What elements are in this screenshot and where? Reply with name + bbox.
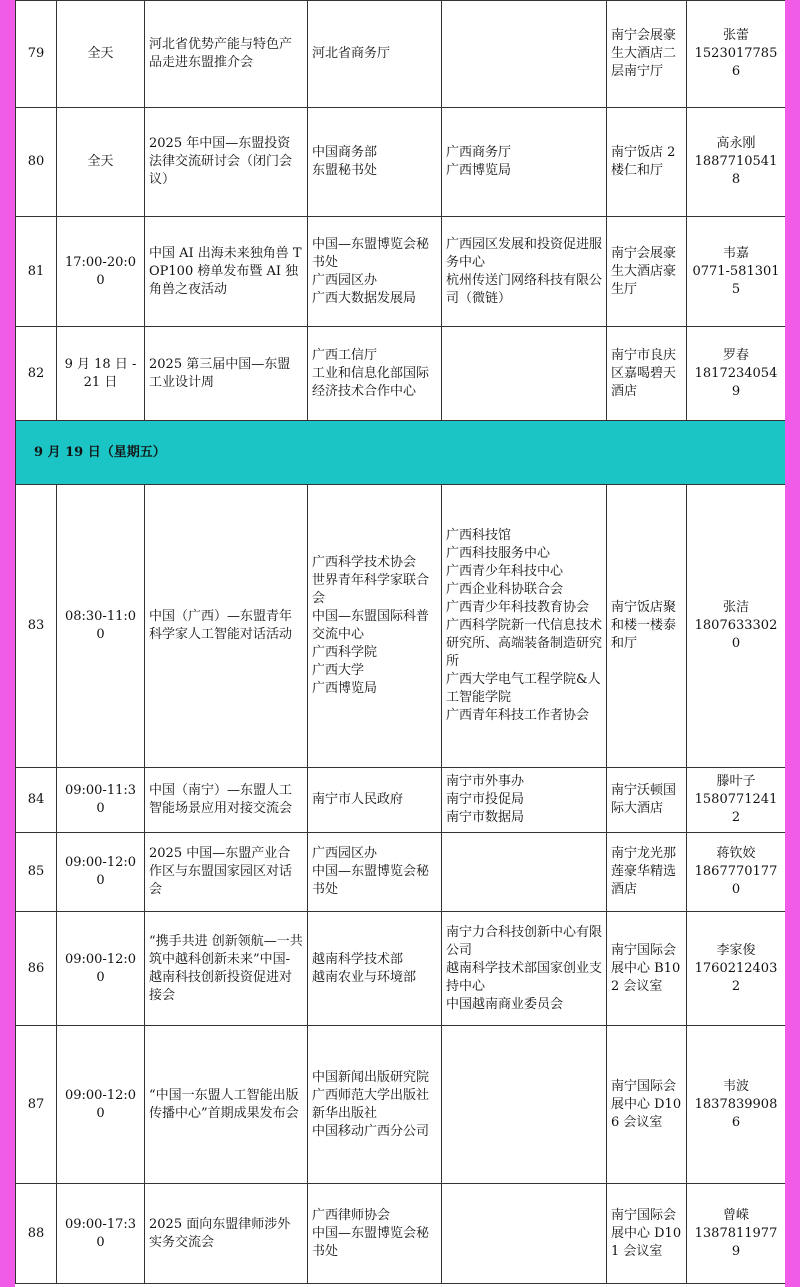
date-header-row xyxy=(16,421,786,485)
event-time: 09:00-12:00 xyxy=(57,833,145,912)
event-name: 中国（南宁）—东盟人工智能场景应用对接交流会 xyxy=(145,768,308,833)
event-name: “中国一东盟人工智能出版传播中心”首期成果发布会 xyxy=(145,1026,308,1184)
event-number: 88 xyxy=(16,1184,57,1284)
contact-name: 蒋钦姣 xyxy=(716,846,756,861)
co-organizers xyxy=(442,485,607,768)
organizers-entry: 广西博览局 xyxy=(312,681,378,696)
organizers-entry: 工业和信息化部国际经济技术合作中心 xyxy=(312,365,430,399)
contact-name: 韦波 xyxy=(722,1078,749,1094)
organizers-entry: 越南农业与环境部 xyxy=(312,969,417,985)
organizers xyxy=(308,833,442,912)
organizers xyxy=(308,485,442,768)
contact-name: 曾嵘 xyxy=(722,1207,749,1223)
event-time: 09:00-17:30 xyxy=(57,1184,145,1284)
organizers-entry: 广西大学 xyxy=(312,663,365,678)
contact-name: 张洁 xyxy=(722,600,749,615)
contact xyxy=(687,1184,786,1284)
contact xyxy=(687,327,786,421)
event-number: 80 xyxy=(16,108,57,217)
table-row xyxy=(16,1,786,108)
organizers-entry: 中国—东盟国际科普交流中心 xyxy=(312,609,430,642)
schedule-rows-sept-18 xyxy=(16,1,786,421)
table-row xyxy=(16,833,786,912)
event-venue: 南宁国际会展中心 D101 会议室 xyxy=(607,1184,687,1284)
contact xyxy=(687,912,786,1026)
event-venue: 南宁饭店 2 楼仁和厅 xyxy=(607,108,687,217)
organizers-entry: 广西律师协会 xyxy=(312,1207,391,1223)
event-time: 09:00-11:30 xyxy=(57,768,145,833)
event-time: 17:00-20:00 xyxy=(57,217,145,327)
co-organizers-entry: 广西科技馆 xyxy=(446,528,512,543)
event-number: 87 xyxy=(16,1026,57,1184)
organizers xyxy=(308,912,442,1026)
organizers xyxy=(308,1184,442,1284)
event-name: 2025 第三届中国—东盟工业设计周 xyxy=(145,327,308,421)
co-organizers xyxy=(442,217,607,327)
event-name: 中国（广西）—东盟青年科学家人工智能对话活动 xyxy=(145,485,308,768)
organizers-entry: 中国—东盟博览会秘书处 xyxy=(312,236,430,270)
table-row xyxy=(16,217,786,327)
contact-name: 高永刚 xyxy=(716,136,756,151)
date-section xyxy=(16,421,786,485)
event-time: 09:00-12:00 xyxy=(57,912,145,1026)
event-number: 81 xyxy=(16,217,57,327)
co-organizers-entry: 南宁市投促局 xyxy=(446,792,525,807)
event-number: 83 xyxy=(16,485,57,768)
co-organizers-entry: 广西青少年科技中心 xyxy=(446,564,564,579)
contact xyxy=(687,485,786,768)
event-number: 79 xyxy=(16,1,57,108)
co-organizers-entry: 广西科学院新一代信息技术研究所、高端装备制造研究所 xyxy=(446,618,603,669)
organizers-entry: 东盟秘书处 xyxy=(312,163,378,178)
contact-name: 罗春 xyxy=(722,347,749,363)
event-time: 全天 xyxy=(57,108,145,217)
event-venue: 南宁国际会展中心 D106 会议室 xyxy=(607,1026,687,1184)
event-time: 09:00-12:00 xyxy=(57,1026,145,1184)
organizers xyxy=(308,108,442,217)
event-venue: 南宁龙光那莲豪华精选酒店 xyxy=(607,833,687,912)
organizers-entry: 中国新闻出版研究院 xyxy=(312,1069,430,1085)
event-time: 08:30-11:00 xyxy=(57,485,145,768)
organizers-entry: 广西工信厅 xyxy=(312,347,378,363)
contact xyxy=(687,1,786,108)
organizers xyxy=(308,217,442,327)
event-time: 全天 xyxy=(57,1,145,108)
event-name: 河北省优势产能与特色产品走进东盟推介会 xyxy=(145,1,308,108)
organizers-entry: 广西科学技术协会 xyxy=(312,555,417,570)
organizers-entry: 南宁市人民政府 xyxy=(312,792,404,807)
contact-name: 张蕾 xyxy=(722,28,749,43)
organizers-entry: 广西园区办 xyxy=(312,272,378,288)
event-venue: 南宁国际会展中心 B102 会议室 xyxy=(607,912,687,1026)
event-venue: 南宁饭店聚和楼一楼泰和厅 xyxy=(607,485,687,768)
organizers-entry: 广西园区办 xyxy=(312,846,378,861)
contact-phone: 15807712412 xyxy=(694,792,778,825)
table-row xyxy=(16,768,786,833)
table-row xyxy=(16,108,786,217)
organizers-entry: 越南科学技术部 xyxy=(312,951,404,967)
contact-phone: 17602124032 xyxy=(694,960,778,994)
contact xyxy=(687,833,786,912)
contact-phone: 18076333020 xyxy=(694,618,778,651)
event-time: 9 月 18 日 -21 日 xyxy=(57,327,145,421)
co-organizers-entry: 南宁市数据局 xyxy=(446,810,525,825)
organizers xyxy=(308,1026,442,1184)
co-organizers xyxy=(442,833,607,912)
organizers-entry: 中国—东盟博览会秘书处 xyxy=(312,864,430,897)
organizers-entry: 中国—东盟博览会秘书处 xyxy=(312,1225,430,1259)
organizers xyxy=(308,768,442,833)
organizers-entry: 中国移动广西分公司 xyxy=(312,1123,430,1139)
contact xyxy=(687,217,786,327)
co-organizers-entry: 南宁市外事办 xyxy=(446,774,525,789)
table-row xyxy=(16,912,786,1026)
co-organizers-entry: 广西大学电气工程学院&人工智能学院 xyxy=(446,672,601,705)
event-name: “携手共进 创新领航—一共筑中越科创新未来”中国-越南科技创新投资促进对接会 xyxy=(145,912,308,1026)
co-organizers-entry: 广西园区发展和投资促进服务中心 xyxy=(446,236,603,270)
co-organizers-entry: 广西青少年科技教育协会 xyxy=(446,600,590,615)
event-venue: 南宁市良庆区嘉喝碧天酒店 xyxy=(607,327,687,421)
event-number: 84 xyxy=(16,768,57,833)
contact-name: 李家俊 xyxy=(716,942,756,958)
co-organizers-entry: 越南科学技术部国家创业支持中心 xyxy=(446,960,603,994)
co-organizers xyxy=(442,768,607,833)
co-organizers-entry: 广西科技服务中心 xyxy=(446,546,551,561)
event-venue: 南宁沃顿国际大酒店 xyxy=(607,768,687,833)
event-number: 82 xyxy=(16,327,57,421)
organizers xyxy=(308,1,442,108)
event-venue: 南宁会展豪生大酒店豪生厅 xyxy=(607,217,687,327)
table-row xyxy=(16,485,786,768)
co-organizers-entry: 广西博览局 xyxy=(446,163,512,178)
event-name: 2025 年中国—东盟投资法律交流研讨会（闭门会议） xyxy=(145,108,308,217)
organizers-entry: 广西科学院 xyxy=(312,645,378,660)
contact xyxy=(687,108,786,217)
contact-phone: 18378399086 xyxy=(694,1096,778,1130)
event-name: 2025 面向东盟律师涉外实务交流会 xyxy=(145,1184,308,1284)
co-organizers xyxy=(442,1184,607,1284)
table-row xyxy=(16,1026,786,1184)
contact-phone: 18677701770 xyxy=(694,864,778,897)
contact-phone: 15230177856 xyxy=(694,46,778,79)
co-organizers-entry: 中国越南商业委员会 xyxy=(446,996,564,1012)
event-name: 中国 AI 出海未来独角兽 TOP100 榜单发布暨 AI 独角兽之夜活动 xyxy=(145,217,308,327)
organizers-entry: 广西大数据发展局 xyxy=(312,290,417,306)
organizers-entry: 中国商务部 xyxy=(312,145,378,160)
co-organizers xyxy=(442,327,607,421)
co-organizers-entry: 广西企业科协联合会 xyxy=(446,582,564,597)
organizers xyxy=(308,327,442,421)
event-venue: 南宁会展豪生大酒店二层南宁厅 xyxy=(607,1,687,108)
organizers-entry: 世界青年科学家联合会 xyxy=(312,573,430,606)
co-organizers-entry: 南宁力合科技创新中心有限公司 xyxy=(446,924,603,958)
contact-name: 滕叶子 xyxy=(716,774,756,789)
table-row xyxy=(16,327,786,421)
schedule-rows-sept-19 xyxy=(16,485,786,1284)
co-organizers-entry: 广西商务厅 xyxy=(446,145,512,160)
organizers-entry: 新华出版社 xyxy=(312,1105,378,1121)
date-header: 9 月 19 日（星期五） xyxy=(16,421,786,485)
contact-phone: 18877105418 xyxy=(694,154,778,187)
event-schedule-table xyxy=(15,0,785,1284)
co-organizers xyxy=(442,1026,607,1184)
contact xyxy=(687,768,786,833)
co-organizers xyxy=(442,912,607,1026)
co-organizers xyxy=(442,108,607,217)
schedule-frame xyxy=(15,0,785,1287)
organizers-entry: 河北省商务厅 xyxy=(312,46,391,61)
contact-phone: 13878119779 xyxy=(694,1225,778,1259)
contact-name: 韦嘉 xyxy=(722,245,749,261)
event-number: 86 xyxy=(16,912,57,1026)
contact-phone: 18172340549 xyxy=(694,365,778,399)
event-number: 85 xyxy=(16,833,57,912)
co-organizers xyxy=(442,1,607,108)
contact xyxy=(687,1026,786,1184)
table-row xyxy=(16,1184,786,1284)
event-name: 2025 中国—东盟产业合作区与东盟国家园区对话会 xyxy=(145,833,308,912)
organizers-entry: 广西师范大学出版社 xyxy=(312,1087,430,1103)
co-organizers-entry: 广西青年科技工作者协会 xyxy=(446,708,590,723)
contact-phone: 0771-5813015 xyxy=(692,263,780,297)
co-organizers-entry: 杭州传送门网络科技有限公司（微链） xyxy=(446,272,603,306)
